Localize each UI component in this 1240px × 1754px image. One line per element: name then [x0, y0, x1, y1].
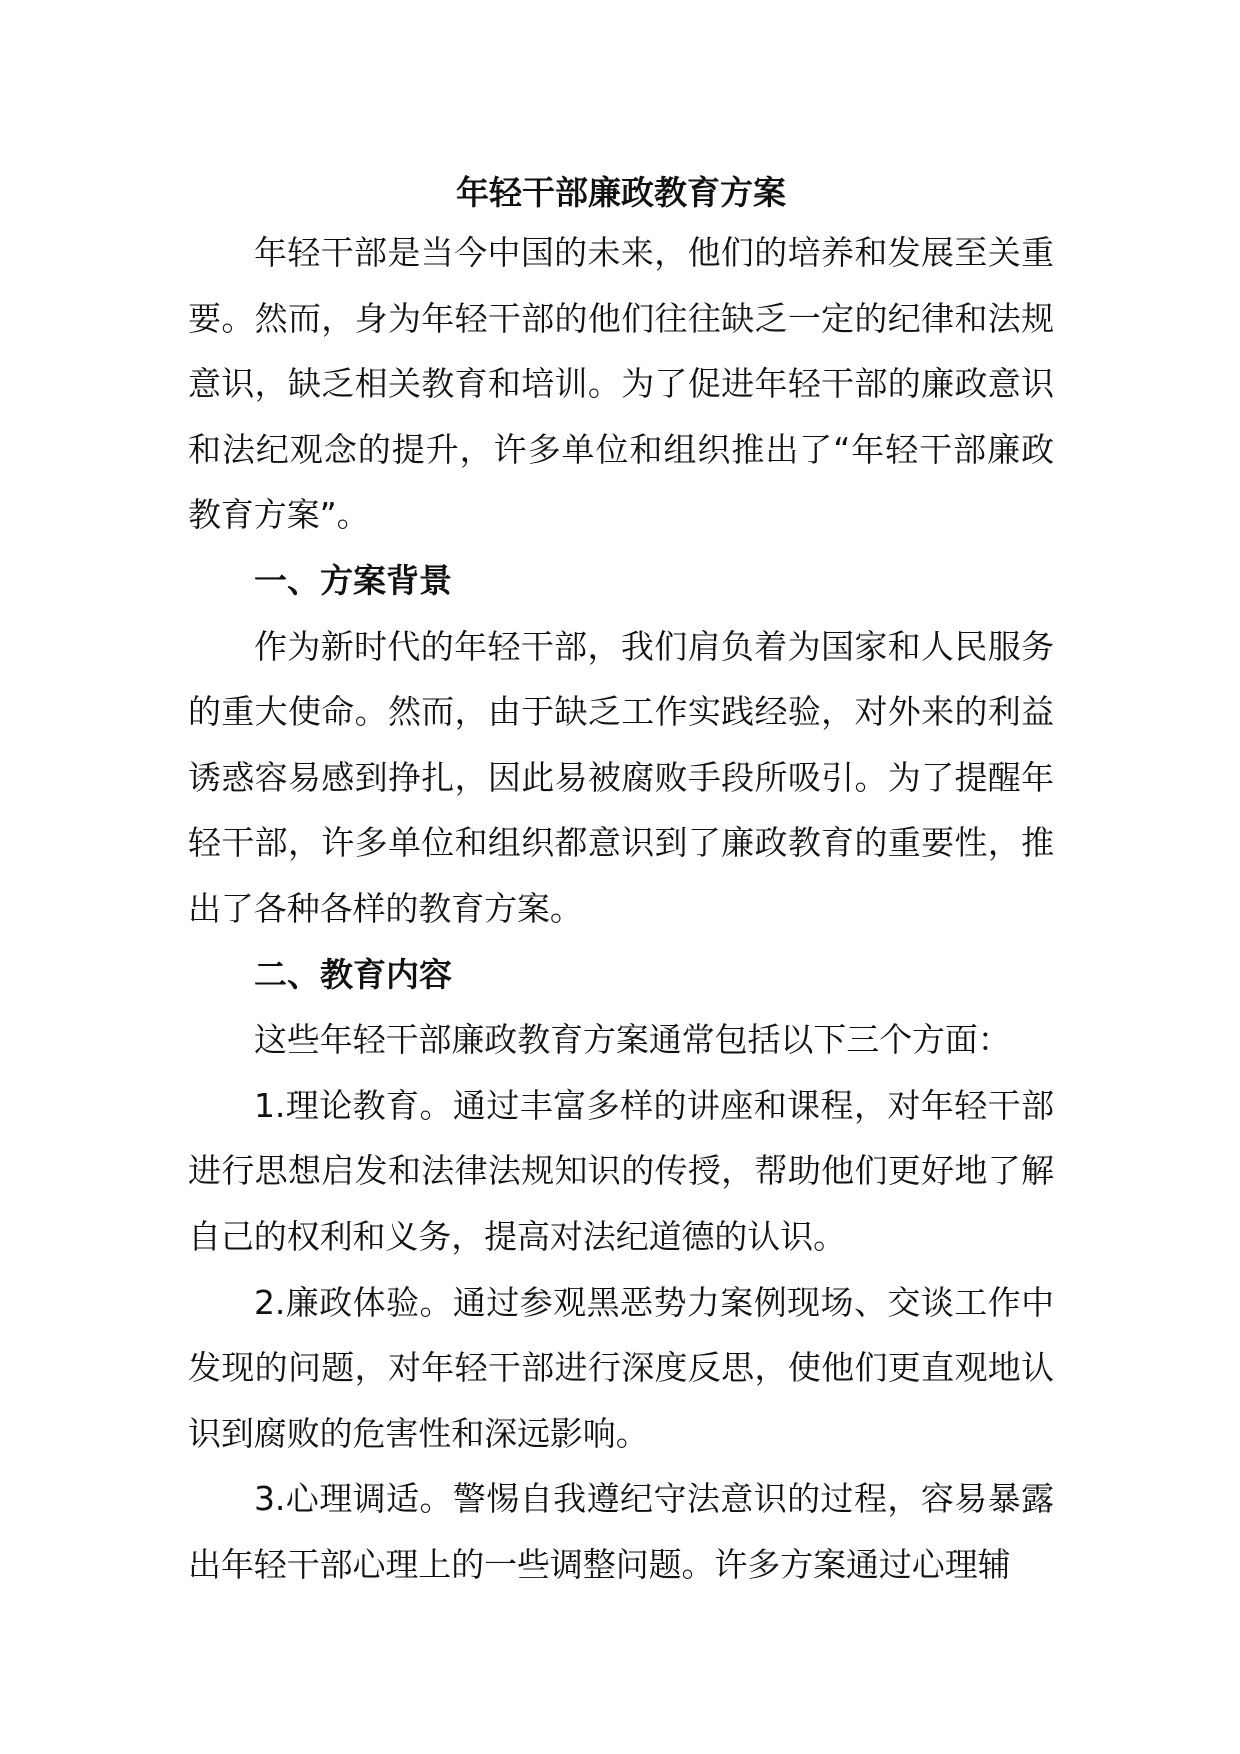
- document-title: 年轻干部廉政教育方案: [456, 173, 786, 212]
- section-heading-content: 二、教育内容: [254, 954, 452, 994]
- content-lead-paragraph: 这些年轻干部廉政教育方案通常包括以下三个方面：: [254, 1020, 1011, 1060]
- intro-paragraph: 年轻干部是当今中国的未来，他们的培养和发展至关重要。然而，身为年轻干部的他们往往缺乏一定的纪律和法规意识，缺乏相关教育和培训。为了促进年轻干部的廉政意识和法纪观念的提升，许多单位和组织推出了“年轻干部廉政教育方案”。: [188, 233, 1054, 535]
- content-item-psychology: 3.心理调适。警惕自我遵纪守法意识的过程，容易暴露出年轻干部心理上的一些调整问题。许多方案通过心理辅: [188, 1479, 1054, 1584]
- content-item-experience: 2.廉政体验。通过参观黑恶势力案例现场、交谈工作中发现的问题，对年轻干部进行深度反思，使他们更直观地认识到腐败的危害性和深远影响。: [188, 1282, 1054, 1453]
- content-item-theory: 1.理论教育。通过丰富多样的讲座和课程，对年轻干部进行思想启发和法律法规知识的传授，帮助他们更好地了解自己的权利和义务，提高对法纪道德的认识。: [188, 1085, 1054, 1256]
- section-heading-background: 一、方案背景: [254, 560, 452, 600]
- document-page: [188, 160, 1054, 1597]
- background-paragraph: 作为新时代的年轻干部，我们肩负着为国家和人民服务的重大使命。然而，由于缺乏工作实践经验，对外来的利益诱惑容易感到挣扎，因此易被腐败手段所吸引。为了提醒年轻干部，许多单位和组织都意识到了廉政教育的重要性，推出了各种各样的教育方案。: [188, 626, 1054, 928]
